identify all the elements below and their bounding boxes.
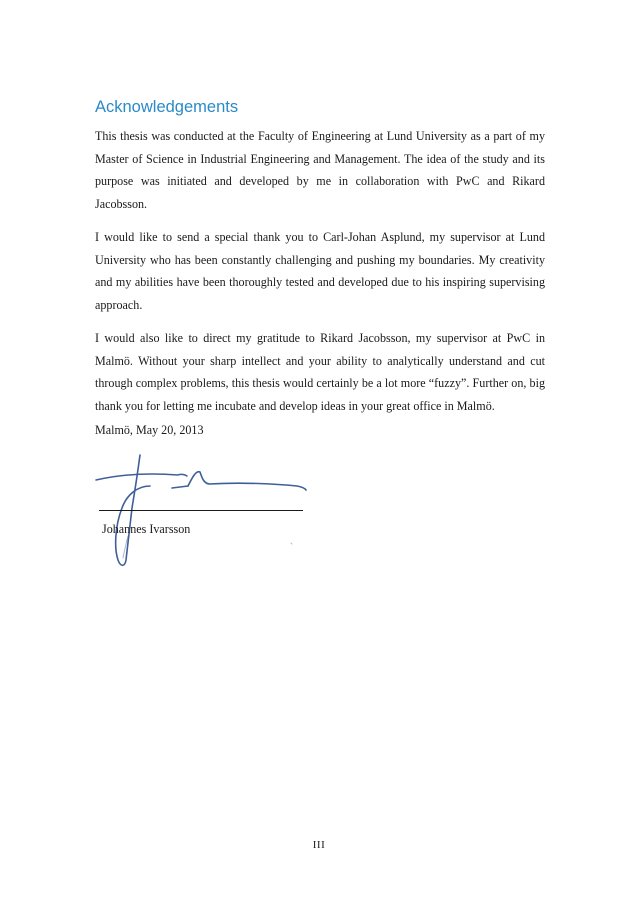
handwritten-signature [92, 452, 314, 570]
signature-line [99, 510, 303, 511]
signature-stroke-wave [188, 472, 306, 490]
dateline: Malmö, May 20, 2013 [95, 423, 204, 437]
signature-mark-speck [291, 543, 292, 544]
body-text [95, 125, 545, 428]
signer-name: Johannes Ivarsson [102, 522, 191, 536]
signature-stroke-dash [172, 486, 188, 488]
paragraph-study-context: This thesis was conducted at the Faculty of Engineering at Lund University as a part of my Master of Science in Industrial Engineering and Management. The idea of the study and its purpose was initiated and developed by me in collaboration with PwC and Rikard Jacobsson. [95, 129, 545, 211]
section-heading: Acknowledgements [95, 98, 239, 116]
paragraph-thanks-supervisor-lund: I would like to send a special thank you to Carl-Johan Asplund, my supervisor at Lund University who has been constantly challenging and pushing my boundaries. My creativity and my abilities have been thoroughly tested and developed due to his inspiring supervising approach. [95, 230, 545, 312]
paragraph-thanks-supervisor-pwc: I would also like to direct my gratitude to Rikard Jacobsson, my supervisor at PwC in Malmö. Without your sharp intellect and your ability to analytically understand and cut through complex problems, this thesis would certainly be a lot more “fuzzy”. Further on, big thank you for letting me incubate and develop ideas in your great office in Malmö. [95, 331, 545, 413]
page-number: III [312, 839, 326, 851]
signature-stroke-top [96, 474, 187, 480]
